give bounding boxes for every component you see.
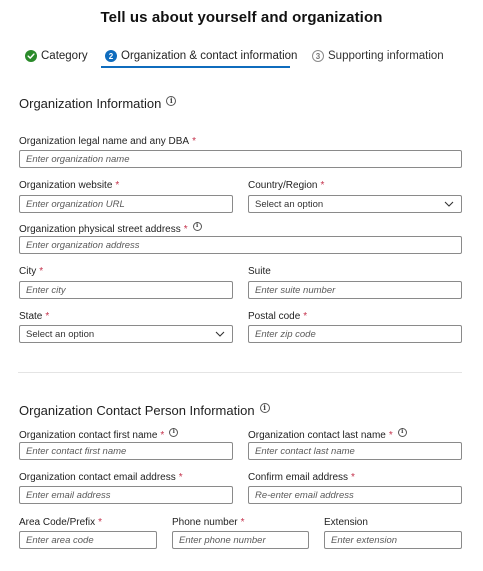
label-text: Organization contact email address [19, 472, 176, 483]
label-text: Organization legal name and any DBA [19, 136, 190, 147]
label-text: Extension [324, 517, 368, 528]
required-marker: * [183, 224, 188, 235]
suite-input[interactable] [248, 281, 462, 299]
organization-information-heading [19, 96, 176, 111]
city-input[interactable] [19, 281, 233, 299]
organization-name-input[interactable] [19, 150, 462, 168]
chevron-down-icon [214, 328, 226, 340]
area-code-label [19, 517, 102, 528]
label-text: Suite [248, 266, 271, 277]
state-label [19, 311, 49, 322]
info-icon[interactable]: i [169, 428, 178, 437]
contact-last-name-input[interactable] [248, 442, 462, 460]
phone-number-input[interactable] [172, 531, 309, 549]
confirm-email-input[interactable] [248, 486, 462, 504]
step-organization-contact[interactable] [105, 44, 297, 68]
required-marker: * [192, 136, 197, 147]
zip-code-input[interactable] [248, 325, 462, 343]
contact-email-label [19, 472, 183, 483]
suite-label [248, 266, 271, 277]
label-text: Postal code [248, 311, 301, 322]
contact-person-heading [19, 403, 270, 418]
street-address-label [19, 224, 202, 235]
step-label: Organization & contact information [121, 50, 298, 62]
select-value: Select an option [255, 198, 324, 210]
section-title-text: Organization Contact Person Information [19, 403, 255, 418]
check-circle-icon [25, 50, 37, 62]
label-text: Country/Region [248, 180, 318, 191]
website-label [19, 180, 119, 191]
active-step-indicator [101, 66, 290, 68]
step-number: 3 [312, 50, 324, 62]
required-marker: * [351, 472, 355, 483]
section-divider [18, 372, 462, 373]
required-marker: * [115, 180, 120, 191]
step-supporting-information[interactable] [312, 44, 444, 68]
label-text: Area Code/Prefix [19, 517, 96, 528]
required-marker: * [98, 517, 103, 528]
section-title-text: Organization Information [19, 96, 162, 111]
required-marker: * [388, 430, 393, 441]
label-text: City [19, 266, 37, 277]
phone-number-label [172, 517, 245, 528]
contact-first-name-label [19, 430, 178, 441]
required-marker: * [160, 430, 165, 441]
extension-input[interactable] [324, 531, 462, 549]
label-text: Organization physical street address [19, 224, 181, 235]
organization-url-input[interactable] [19, 195, 233, 213]
label-text: Phone number [172, 517, 238, 528]
info-icon[interactable]: i [260, 403, 270, 413]
required-marker: * [303, 311, 308, 322]
select-value: Select an option [26, 328, 95, 340]
postal-code-label [248, 311, 307, 322]
required-marker: * [45, 311, 50, 322]
info-icon[interactable]: i [166, 96, 176, 106]
label-text: Organization contact last name [248, 430, 386, 441]
organization-address-input[interactable] [19, 236, 462, 254]
progress-steps [0, 44, 483, 68]
area-code-input[interactable] [19, 531, 157, 549]
required-marker: * [178, 472, 183, 483]
city-label [19, 266, 43, 277]
step-category[interactable] [25, 44, 88, 68]
country-region-select[interactable] [248, 195, 462, 213]
label-text: Confirm email address [248, 472, 349, 483]
label-text: State [19, 311, 43, 322]
required-marker: * [39, 266, 44, 277]
label-text: Organization contact first name [19, 430, 158, 441]
extension-label [324, 517, 368, 528]
contact-email-input[interactable] [19, 486, 233, 504]
country-region-label [248, 180, 324, 191]
info-icon[interactable]: i [193, 222, 202, 231]
info-icon[interactable]: i [398, 428, 407, 437]
required-marker: * [240, 517, 245, 528]
legal-name-label [19, 136, 196, 147]
step-label: Supporting information [328, 50, 444, 62]
step-number: 2 [105, 50, 117, 62]
step-label: Category [41, 50, 88, 62]
label-text: Organization website [19, 180, 113, 191]
required-marker: * [320, 180, 325, 191]
contact-first-name-input[interactable] [19, 442, 233, 460]
state-select[interactable] [19, 325, 233, 343]
chevron-down-icon [443, 198, 455, 210]
confirm-email-label [248, 472, 355, 483]
page-title: Tell us about yourself and organization [100, 9, 383, 26]
contact-last-name-label [248, 430, 407, 441]
